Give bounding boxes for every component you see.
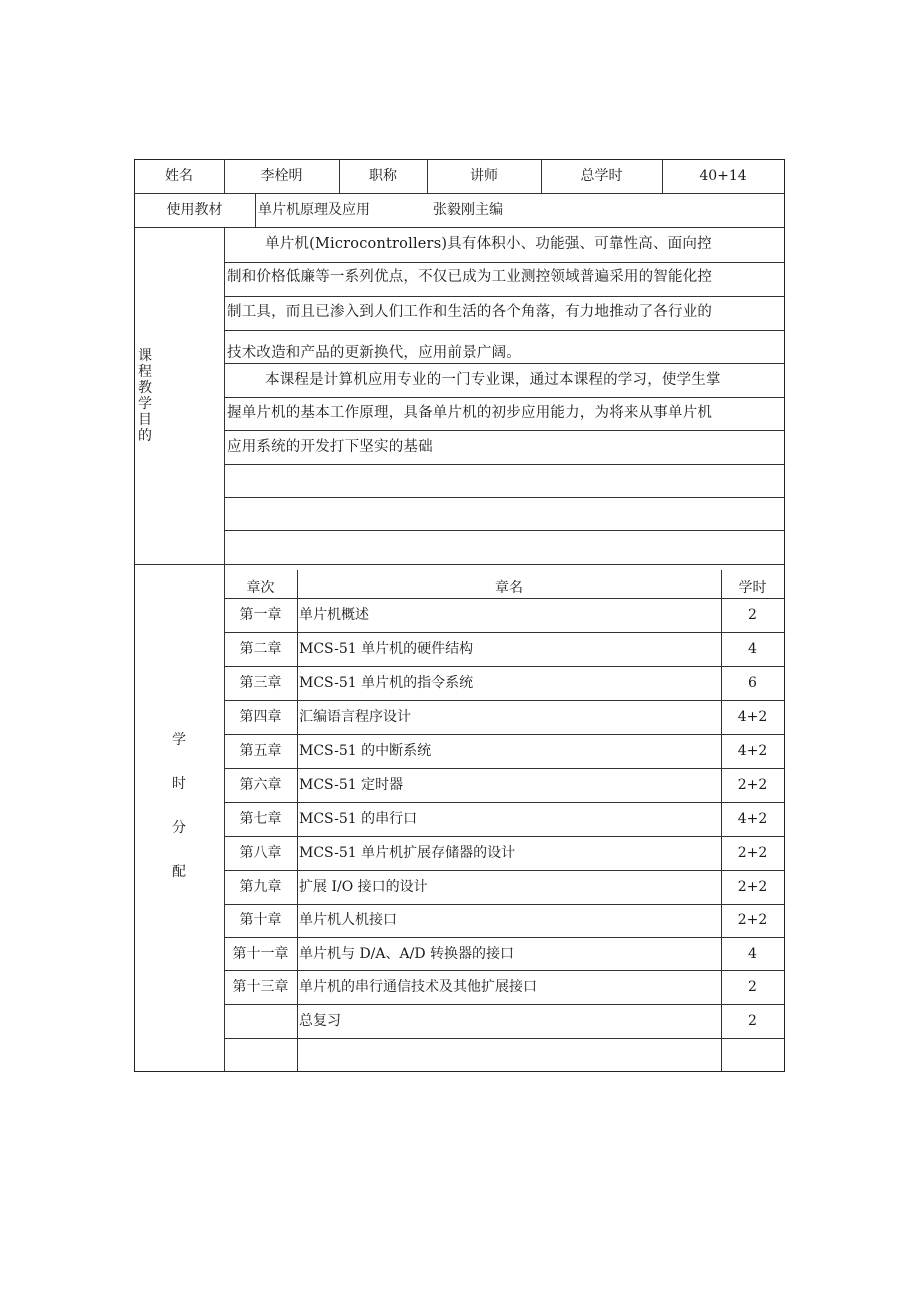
name-label: 姓名 xyxy=(165,168,193,184)
row-chapter-name: MCS-51 定时器 xyxy=(299,777,404,793)
row-hours: 2+2 xyxy=(737,912,768,928)
objective-line-5: 本课程是计算机应用专业的一门专业课，通过本课程的学习，使学生掌 xyxy=(265,372,721,388)
row-hours: 4+2 xyxy=(737,743,768,759)
row-chapter: 第四章 xyxy=(239,709,282,725)
row-chapter-name: 汇编语言程序设计 xyxy=(299,709,411,725)
row-chapter-name: 扩展 I/O 接口的设计 xyxy=(299,879,428,895)
objective-line-2: 制和价格低廉等一系列优点，不仅已成为工业测控领域普遍采用的智能化控 xyxy=(227,269,713,285)
row-chapter-name: 单片机概述 xyxy=(299,607,369,623)
row-chapter: 第十一章 xyxy=(232,946,289,962)
row-chapter: 第九章 xyxy=(239,879,282,895)
title-value: 讲师 xyxy=(470,168,498,184)
total-hours-label: 总学时 xyxy=(580,168,623,184)
row-hours: 4+2 xyxy=(737,709,768,725)
row-chapter: 第一章 xyxy=(239,607,282,623)
textbook-label: 使用教材 xyxy=(166,202,223,218)
textbook-editor: 张毅刚主编 xyxy=(433,202,503,218)
row-chapter-name: 单片机与 D/A、A/D 转换器的接口 xyxy=(299,946,515,962)
total-hours-value: 40+14 xyxy=(699,168,747,184)
objective-line-7: 应用系统的开发打下坚实的基础 xyxy=(227,439,433,455)
allocation-label-char-2: 时 xyxy=(172,776,186,792)
objective-line-4: 技术改造和产品的更新换代，应用前景广阔。 xyxy=(227,345,521,361)
row-chapter-name: 单片机人机接口 xyxy=(299,912,397,928)
row-chapter-name: 总复习 xyxy=(299,1013,341,1029)
row-hours: 2 xyxy=(748,607,757,623)
row-hours: 4 xyxy=(748,641,757,657)
title-label: 职称 xyxy=(369,168,397,184)
textbook-title: 单片机原理及应用 xyxy=(258,202,370,218)
column-header-chapter-name: 章名 xyxy=(495,580,523,596)
allocation-label-char-4: 配 xyxy=(172,864,186,880)
row-hours: 2+2 xyxy=(737,879,768,895)
row-chapter-name: MCS-51 的中断系统 xyxy=(299,743,432,759)
objective-line-6: 握单片机的基本工作原理，具备单片机的初步应用能力，为将来从事单片机 xyxy=(227,405,713,421)
row-chapter-name: MCS-51 单片机的硬件结构 xyxy=(299,641,474,657)
allocation-label-char-1: 学 xyxy=(172,732,186,748)
row-chapter-name: MCS-51 单片机的指令系统 xyxy=(299,675,474,691)
row-chapter-name: MCS-51 单片机扩展存储器的设计 xyxy=(299,845,516,861)
row-hours: 2 xyxy=(748,1013,757,1029)
row-hours: 4+2 xyxy=(737,811,768,827)
objective-line-1: 单片机(Microcontrollers)具有体积小、功能强、可靠性高、面向控 xyxy=(265,236,712,252)
row-chapter-name: 单片机的串行通信技术及其他扩展接口 xyxy=(299,979,537,995)
row-hours: 2+2 xyxy=(737,845,768,861)
row-hours: 2+2 xyxy=(737,777,768,793)
objectives-label: 课程教学目的 xyxy=(138,348,152,444)
table-border-bottom xyxy=(134,1071,785,1072)
row-chapter: 第七章 xyxy=(239,811,282,827)
row-chapter: 第五章 xyxy=(239,743,282,759)
column-header-chapter: 章次 xyxy=(246,580,275,596)
table-border-left xyxy=(134,159,135,1072)
allocation-label-char-3: 分 xyxy=(172,820,186,836)
table-border-top xyxy=(134,159,785,160)
row-hours: 4 xyxy=(748,946,757,962)
row-hours: 2 xyxy=(748,979,757,995)
row-chapter: 第十三章 xyxy=(232,979,289,995)
row-chapter: 第三章 xyxy=(239,675,282,691)
row-chapter-name: MCS-51 的串行口 xyxy=(299,811,418,827)
row-chapter: 第十章 xyxy=(239,912,282,928)
row-chapter: 第六章 xyxy=(239,777,282,793)
column-header-hours: 学时 xyxy=(738,580,767,596)
objective-line-3: 制工具，而且已渗入到人们工作和生活的各个角落，有力地推动了各行业的 xyxy=(227,304,713,320)
name-value: 李栓明 xyxy=(260,168,303,184)
row-chapter: 第八章 xyxy=(239,845,282,861)
row-chapter: 第二章 xyxy=(239,641,282,657)
row-hours: 6 xyxy=(748,675,757,691)
